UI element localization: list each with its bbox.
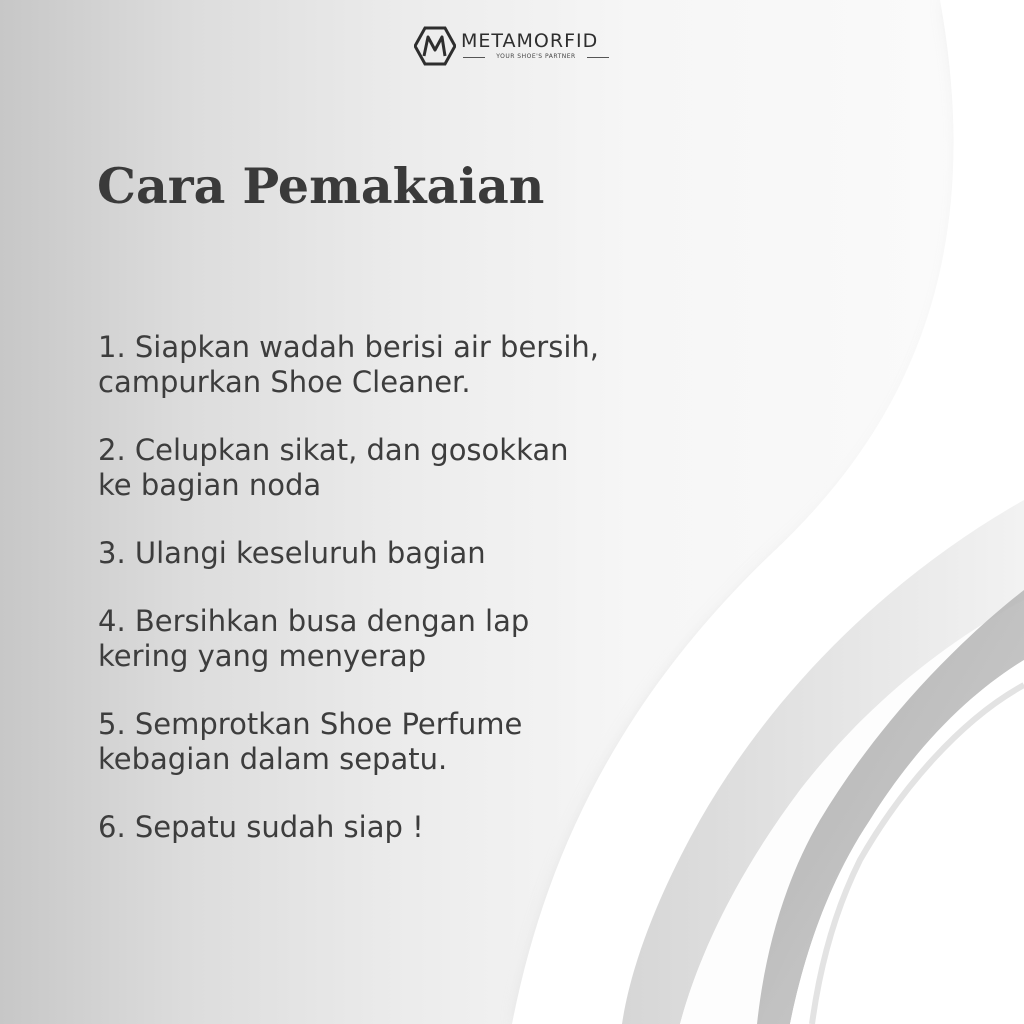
steps-list — [98, 330, 698, 878]
step-item-2: 2. Celupkan sikat, dan gosokkan ke bagian noda — [98, 433, 569, 502]
step-item-6: 6. Sepatu sudah siap ! — [98, 810, 424, 844]
step-item-3: 3. Ulangi keseluruh bagian — [98, 536, 486, 570]
step-item-4: 4. Bersihkan busa dengan lap kering yang menyerap — [98, 604, 530, 673]
brand-tagline-row — [463, 52, 609, 62]
page-title: Cara Pemakaian — [97, 157, 545, 215]
step-item-5: 5. Semprotkan Shoe Perfume kebagian dalam sepatu. — [98, 707, 523, 776]
step-item-1: 1. Siapkan wadah berisi air bersih, campurkan Shoe Cleaner. — [98, 330, 599, 399]
brand-tagline: YOUR SHOE'S PARTNER — [496, 53, 576, 60]
hexagon-m-logo-icon — [414, 26, 456, 66]
brand-logo — [414, 26, 614, 66]
tagline-divider-right — [587, 57, 609, 58]
tagline-divider-left — [463, 57, 485, 58]
brand-name: METAMORFID — [461, 30, 599, 52]
